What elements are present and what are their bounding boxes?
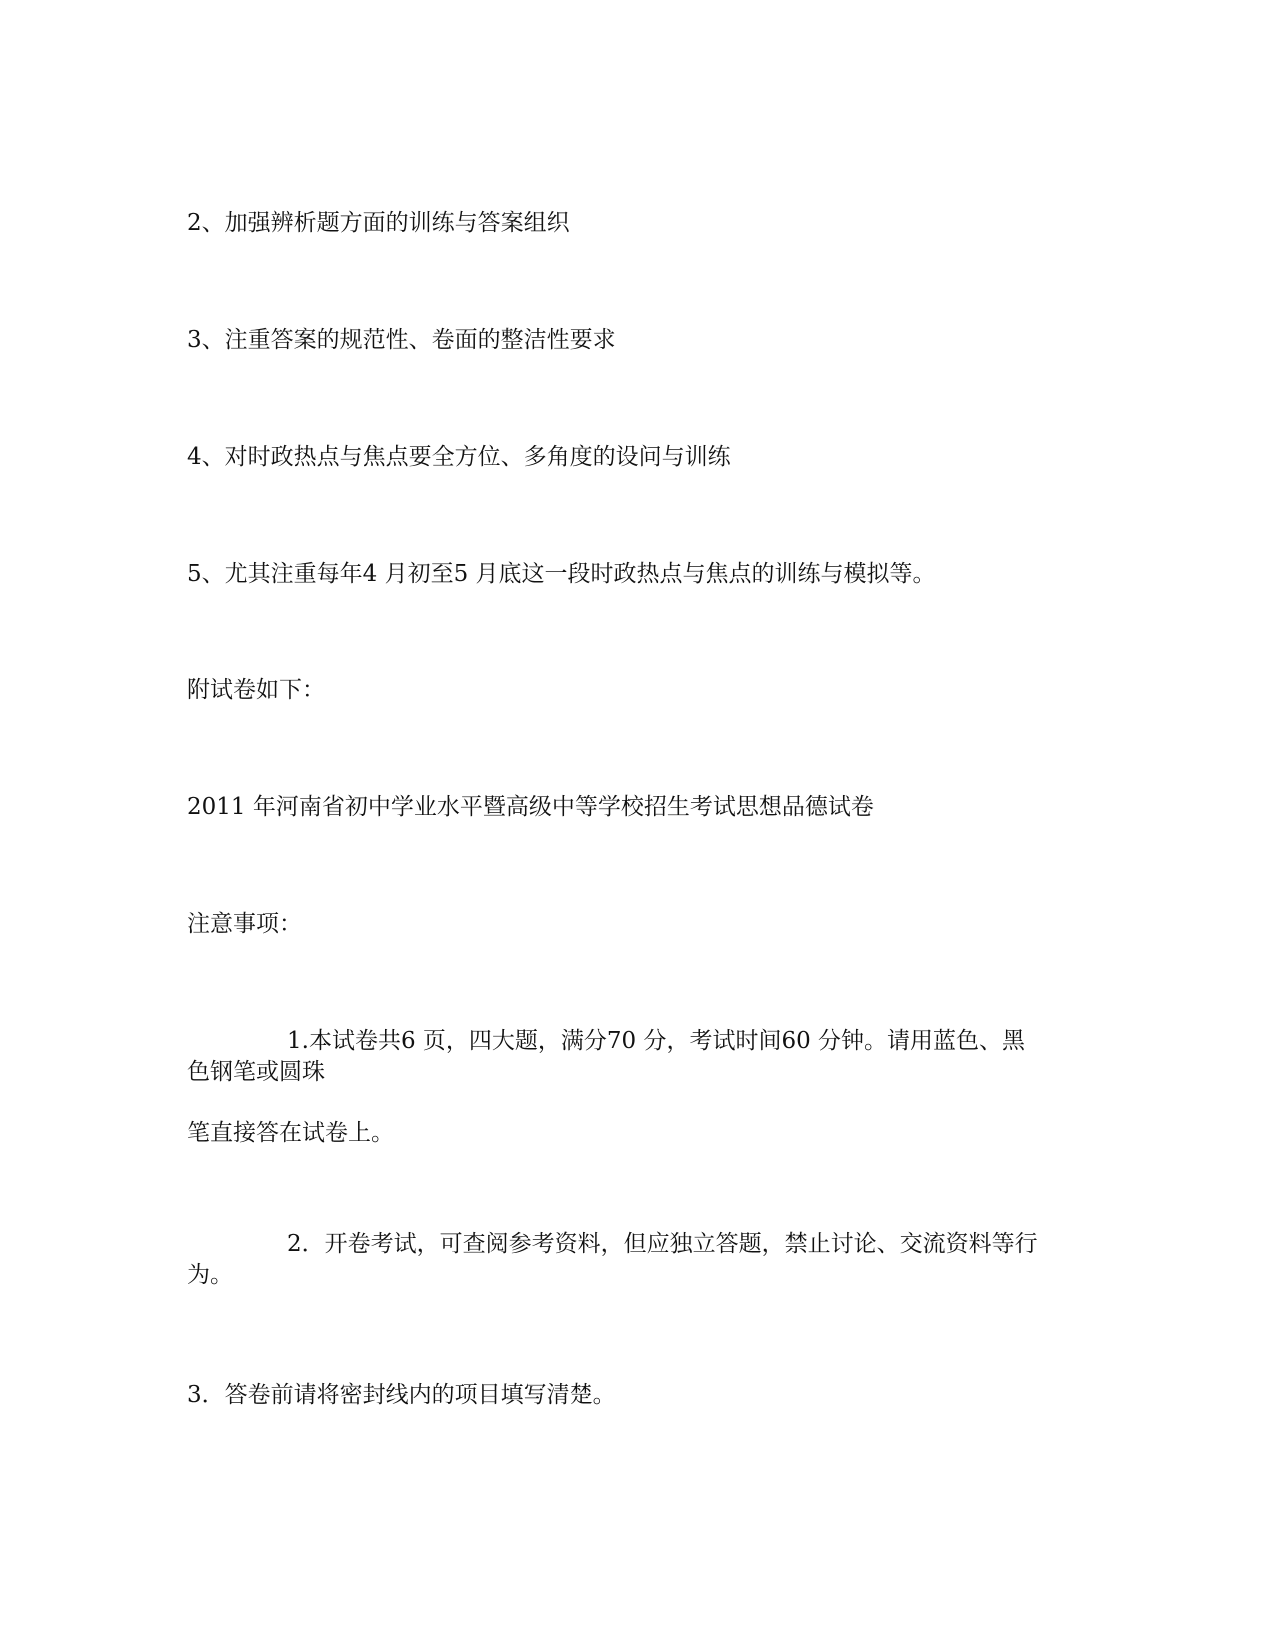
appendix-intro: 附试卷如下： [187,677,325,703]
note-1-line-1: 1.本试卷共6 页，四大题，满分70 分，考试时间60 分钟。请用蓝色、黑 [287,1028,1026,1054]
note-1-line-3: 笔直接答在试卷上。 [187,1120,394,1146]
exam-title: 2011 年河南省初中学业水平暨高级中等学校招生考试思想品德试卷 [187,794,874,820]
note-1-line-2: 色钢笔或圆珠 [187,1059,325,1085]
note-3: 3．答卷前请将密封线内的项目填写清楚。 [187,1382,616,1408]
list-item-5: 5、尤其注重每年4 月初至5 月底这一段时政热点与焦点的训练与模拟等。 [187,561,936,587]
list-item-3: 3、注重答案的规范性、卷面的整洁性要求 [187,327,616,353]
list-item-2: 2、加强辨析题方面的训练与答案组织 [187,210,570,236]
note-2-line-2: 为。 [187,1262,233,1288]
list-item-4: 4、对时政热点与焦点要全方位、多角度的设问与训练 [187,444,731,470]
notes-heading: 注意事项： [187,911,302,937]
note-2-line-1: 2．开卷考试，可查阅参考资料，但应独立答题，禁止讨论、交流资料等行 [287,1231,1038,1257]
